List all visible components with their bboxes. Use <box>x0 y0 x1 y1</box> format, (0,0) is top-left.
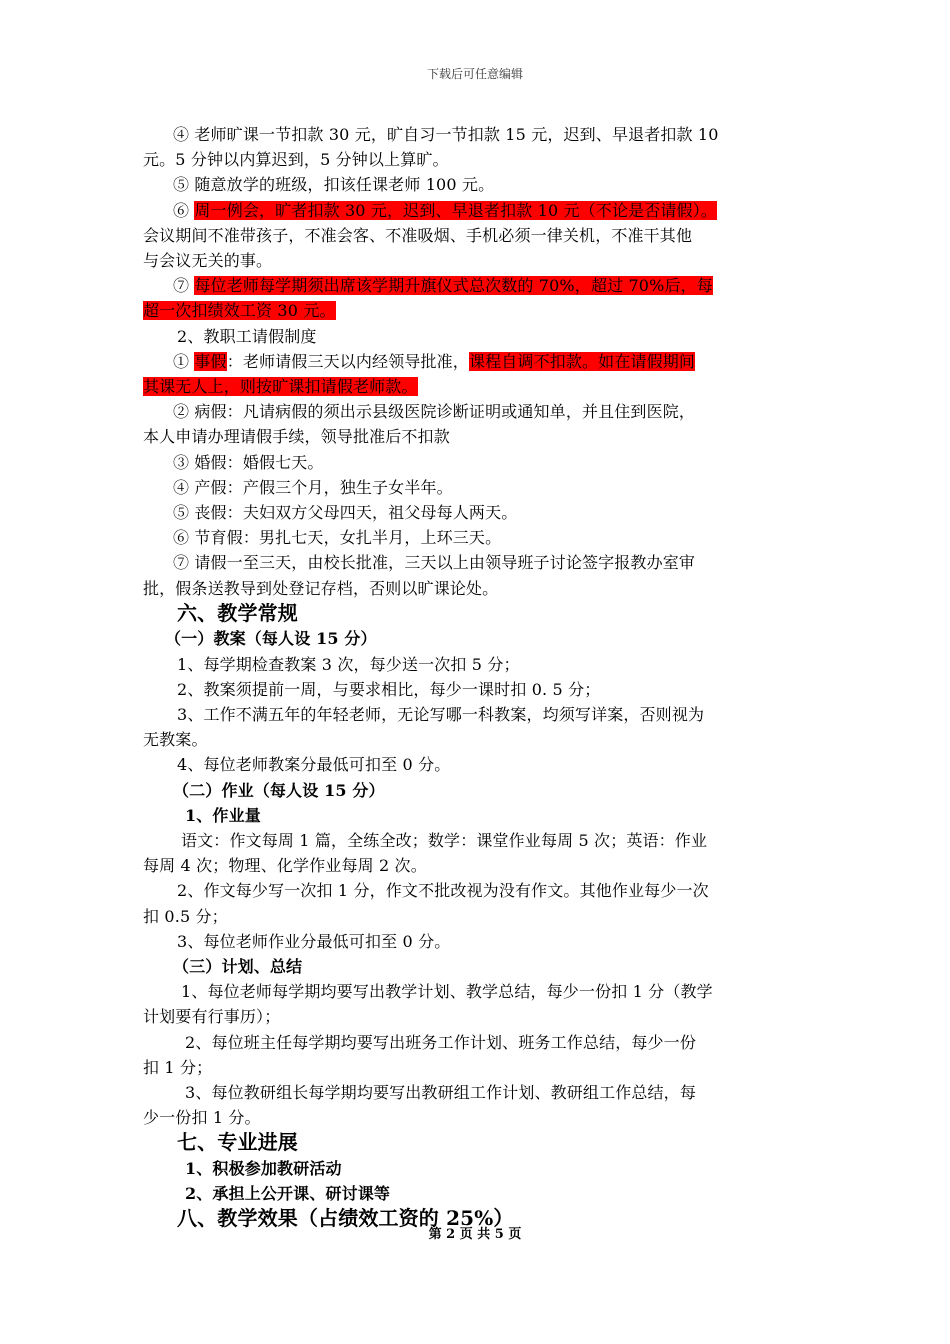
page-header: 下载后可任意编辑 <box>426 67 523 81</box>
paragraph-line: 扣 0.5 分； <box>143 906 228 926</box>
highlighted-text: 课程自调不扣款。如在请假期间 <box>468 351 696 371</box>
paragraph-line: 会议期间不准带孩子，不准会客、不准吸烟、手机必须一律关机，不准干其他 <box>143 225 693 245</box>
paragraph-line <box>143 298 813 323</box>
paragraph-line: ⑤ 随意放学的班级，扣该任课老师 100 元。 <box>173 175 495 195</box>
section-heading: 七、专业进展 <box>177 1130 298 1155</box>
paragraph-line: ② 病假：凡请病假的须出示县级医院诊断证明或通知单，并且住到医院， <box>173 402 696 422</box>
paragraph-line: 无教案。 <box>143 730 208 750</box>
paragraph-line: 3、每位教研组长每学期均要写出教研组工作计划、教研组工作总结，每 <box>185 1083 696 1103</box>
paragraph-line: 1、每学期检查教案 3 次，每少送一次扣 5 分； <box>177 654 520 674</box>
page-footer: 第 2 页 共 5 页 <box>428 1227 522 1242</box>
paragraph-line: ④ 产假：产假三个月，独生子女半年。 <box>173 477 453 497</box>
list-marker: ⑥ <box>173 200 195 220</box>
paragraph-line: 3、工作不满五年的年轻老师，无论写哪一科教案，均须写详案，否则视为 <box>177 704 705 724</box>
paragraph-line: 本人申请办理请假手续，领导批准后不扣款 <box>143 427 450 447</box>
subsection-heading: 2、承担上公开课、研讨课等 <box>185 1184 391 1204</box>
paragraph-line: 2、教案须提前一周，与要求相比，每少一课时扣 0. 5 分； <box>177 679 601 699</box>
subsection-heading: 1、作业量 <box>185 805 261 825</box>
paragraph-line <box>143 198 813 223</box>
paragraph-line: 4、每位老师教案分最低可扣至 0 分。 <box>177 755 451 775</box>
paragraph-line: 少一份扣 1 分。 <box>143 1108 261 1128</box>
paragraph-line: 元。5 分钟以内算迟到，5 分钟以上算旷。 <box>143 150 449 170</box>
section-heading: 八、教学效果（占绩效工资的 25%） <box>177 1206 514 1231</box>
subsection-heading: （二）作业（每人设 15 分） <box>173 780 385 800</box>
paragraph-line: 2、每位班主任每学期均要写出班务工作计划、班务工作总结，每少一份 <box>185 1032 696 1052</box>
paragraph-line: 3、每位老师作业分最低可扣至 0 分。 <box>177 931 451 951</box>
paragraph-line: ⑤ 丧假：夫妇双方父母四天，祖父母每人两天。 <box>173 503 518 523</box>
subsection-heading: （三）计划、总结 <box>173 957 303 976</box>
paragraph-line: 1、每位老师每学期均要写出教学计划、教学总结，每少一份扣 1 分（教学 <box>181 982 713 1002</box>
paragraph-line <box>143 273 813 298</box>
subsection-heading: （一）教案（每人设 15 分） <box>165 629 377 649</box>
paragraph-line <box>143 349 813 374</box>
paragraph-line: 2、作文每少写一次扣 1 分，作文不批改视为没有作文。其他作业每少一次 <box>177 881 709 901</box>
paragraph-line: 批，假条送教导到处登记存档，否则以旷课论处。 <box>143 578 499 598</box>
paragraph-line: ④ 老师旷课一节扣款 30 元，旷自习一节扣款 15 元，迟到、早退者扣款 10 <box>173 125 719 144</box>
subsection-heading: 1、积极参加教研活动 <box>185 1158 342 1178</box>
paragraph-line: ⑥ 节育假：男扎七天，女扎半月，上环三天。 <box>173 528 502 548</box>
highlighted-text: 事假 <box>194 351 227 371</box>
document-body <box>143 122 813 1232</box>
section-subheading: 2、教职工请假制度 <box>177 326 317 346</box>
paragraph-line: 计划要有行事历）； <box>143 1007 281 1027</box>
section-heading: 六、教学常规 <box>177 600 298 625</box>
list-marker: ⑦ <box>173 276 195 296</box>
paragraph-line <box>143 374 813 399</box>
paragraph-line: ⑦ 请假一至三天，由校长批准，三天以上由领导班子讨论签字报教办室审 <box>173 553 696 573</box>
paragraph-line: 语文：作文每周 1 篇，全练全改；数学：课堂作业每周 5 次；英语：作业 <box>181 830 708 850</box>
highlighted-text: 其课无人上，则按旷课扣请假老师款。 <box>143 377 418 397</box>
paragraph-line: 与会议无关的事。 <box>143 251 273 271</box>
paragraph-line: 每周 4 次；物理、化学作业每周 2 次。 <box>143 856 427 876</box>
highlighted-text: 每位老师每学期须出席该学期升旗仪式总次数的 70%，超过 70%后，每 <box>194 276 713 296</box>
list-marker: ① <box>173 351 195 371</box>
paragraph-line: ③ 婚假：婚假七天。 <box>173 452 324 472</box>
paragraph-line: 扣 1 分； <box>143 1057 213 1077</box>
highlighted-text: 周一例会，旷者扣款 30 元，迟到、早退者扣款 10 元（不论是否请假）。 <box>194 200 718 220</box>
highlighted-text: 超一次扣绩效工资 30 元。 <box>143 301 336 321</box>
plain-text: ：老师请假三天以内经领导批准， <box>226 351 469 371</box>
